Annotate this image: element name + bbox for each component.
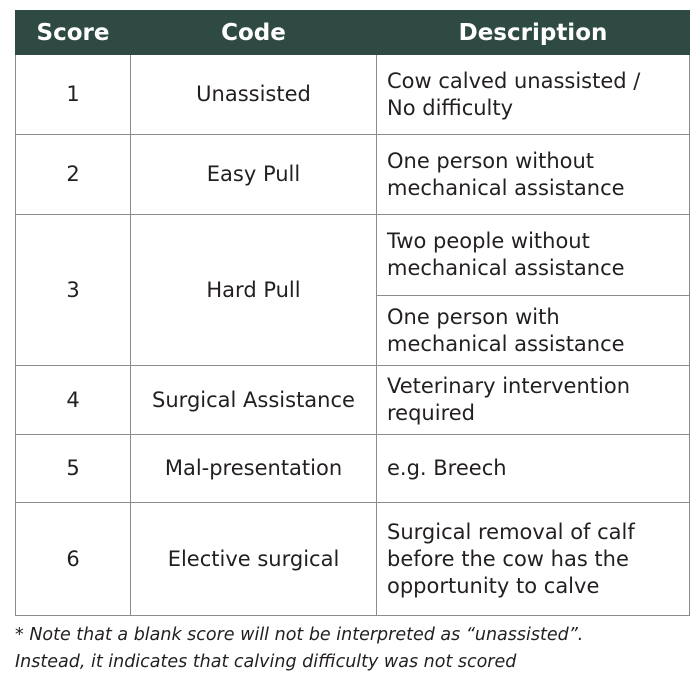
header-score: Score [16, 11, 131, 55]
code-cell: Elective surgical [131, 503, 377, 616]
description-line: Two people without [387, 229, 590, 253]
description-cell [377, 296, 690, 366]
table-row [16, 135, 690, 215]
score-cell: 3 [16, 215, 131, 366]
table-row [16, 503, 690, 616]
description-line: Surgical removal of calf [387, 519, 635, 544]
table-row [16, 366, 690, 435]
code-cell: Hard Pull [131, 215, 377, 366]
calving-score-table [15, 10, 690, 616]
header-code: Code [131, 11, 377, 55]
description-line: No difficulty [387, 95, 514, 120]
description-cell [377, 366, 690, 435]
description-cell [377, 215, 690, 296]
description-cell [377, 435, 690, 503]
score-cell: 4 [16, 366, 131, 435]
description-cell [377, 55, 690, 135]
description-cell [377, 135, 690, 215]
score-cell: 6 [16, 503, 131, 616]
description-line: mechanical assistance [387, 331, 625, 356]
score-cell: 2 [16, 135, 131, 215]
description-line: e.g. Breech [387, 456, 507, 480]
code-cell: Unassisted [131, 55, 377, 135]
description-line: required [387, 401, 475, 425]
description-line: opportunity to calve [387, 573, 600, 598]
footnote-line: Instead, it indicates that calving difficulty was not scored [15, 652, 517, 672]
description-line: before the cow has the [387, 546, 629, 571]
description-line: One person with [387, 304, 560, 329]
description-cell [377, 503, 690, 616]
code-cell: Mal-presentation [131, 435, 377, 503]
score-cell: 5 [16, 435, 131, 503]
table-row [16, 435, 690, 503]
footnote [15, 622, 691, 676]
table-row [16, 55, 690, 135]
table-row [16, 215, 690, 296]
code-cell: Surgical Assistance [131, 366, 377, 435]
score-cell: 1 [16, 55, 131, 135]
description-line: Veterinary intervention [387, 374, 631, 398]
description-line: Cow calved unassisted / [387, 68, 641, 93]
description-line: mechanical assistance [387, 175, 625, 200]
header-description: Description [377, 11, 690, 55]
footnote-line: * Note that a blank score will not be interpreted as “unassisted”. [15, 625, 584, 645]
description-line: mechanical assistance [387, 256, 625, 280]
description-line: One person without [387, 148, 595, 173]
code-cell: Easy Pull [131, 135, 377, 215]
table-header-row [16, 11, 690, 55]
